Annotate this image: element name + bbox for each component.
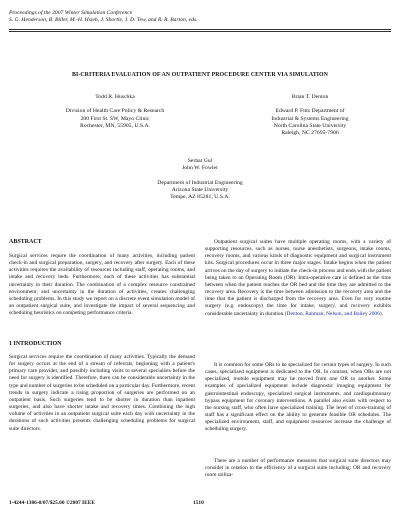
right-paragraph-1-text: Outpatient surgical suites have multiple operating rooms, with a variety of supporting resources, such as nurses, nurse anesthetists, surgeons, intake rooms, recovery rooms, and various kinds of diagnostic equipment and surgical instrument kits. Surgical procedures occur in three major stages. Intake begins when the patient arrives on the day of surgery to initiate the check-in process and ends with the patient being taken to an Operating Room (OR). Intra-operative care is defined as the time between when the patient reaches the OR bed and the time they are admitted to the recovery area. Recovery is the time between admission to the recovery area and the time that the patient is discharged from the recovery area. Even for very routine surgery (e.g. endoscopy) the time for intake, surgery, and recovery exhibits considerable uncertainty in duration xyxy=(205,239,391,317)
editors-line: S. G. Henderson, B. Biller, M.-H. Hsieh, J. Shortle, J. D. Tew, and R. R. Barton, eds. xyxy=(9,17,198,23)
page-number: 1510 xyxy=(193,500,204,506)
abstract-heading: ABSTRACT xyxy=(9,239,42,245)
proceedings-header xyxy=(9,10,197,24)
citation-link[interactable]: (Denton, Rahman, Nelson, and Bailey 2006) xyxy=(284,310,382,317)
paper-title: BI-CRITERIA EVALUATION OF AN OUTPATIENT PROCEDURE CENTER VIA SIMULATION xyxy=(72,72,328,78)
proceedings-line: Proceedings of the 2007 Winter Simulation Conference xyxy=(9,10,133,16)
author-right-affiliation-line: Industrial & Systems Engineering xyxy=(271,115,349,122)
abstract-text: Surgical services require the coordination of many activities, including patient check-in and surgical preparation, surgery, and recovery after surgery. Each of these activities requires the availability of resources including staff, operating rooms, and intake and recovery beds. Furthermore, each of these activities has substantial uncertainty in their duration. The combination of a complex resource constrained environment, and uncertainty in the duration of activities, creates challenging scheduling problems. In this study we report on a discrete event simulation model of an outpatient surgical suite, and investigate the impact of several sequencing and scheduling heuristics on competing performance criteria. xyxy=(9,253,195,317)
introduction-heading: 1 INTRODUCTION xyxy=(9,341,62,347)
author-center-affiliation-line: Tempe, AZ 85281, U.S.A. xyxy=(170,194,230,201)
author-right-name: Brian T. Denton xyxy=(291,94,329,100)
header-rule-bottom xyxy=(9,31,391,32)
author-left-affiliation-line: Division of Health Care Policy & Research xyxy=(65,108,165,115)
author-center-name: John W. Fowler xyxy=(182,165,218,172)
author-right-affiliation-line: North Carolina State University xyxy=(273,122,347,129)
right-paragraph-1 xyxy=(205,239,391,318)
footer-isbn: 1-4244-1306-0/07/$25.00 ©2007 IEEE xyxy=(9,500,95,506)
author-right xyxy=(230,94,390,137)
header-rule-top xyxy=(9,29,391,30)
author-right-affiliation-line: Edward P. Fitts Department of xyxy=(275,108,345,115)
author-left xyxy=(40,94,190,130)
author-center-affiliation-line: Arizona State University xyxy=(171,186,229,193)
author-left-affiliation-line: 200 First St. SW, Mayo Clinic xyxy=(80,115,150,122)
right-paragraph-3: There are a number of performance measures that surgical suite directors may consider in relation to the efficiency of a surgical suite including: OR and recovery room utiliza- xyxy=(205,458,391,479)
author-center-affiliation-line: Department of Industrial Engineering xyxy=(157,179,243,186)
author-center xyxy=(120,158,280,201)
right-paragraph-2: It is common for some ORs to be specialized for certain types of surgery. In such cases, specialized equipment is dedicated to the OR. In contrast, when ORs are not specialized, mobile equipment may be moved from one OR to another. Some examples of specialized equipment include diagnostic imaging equipment for gastrointestinal endoscopy, specialized surgical instruments, and cardiopulmonary bypass equipment for coronary interventions. A parallel also exists with respect to the nursing staff, who often have specialized training. The level of cross-training of staff has a significant effect on the ability to generate feasible OR schedules. The specialized environment, staff, and equipment resources increase the challenge of scheduling surgery. xyxy=(205,362,391,433)
author-right-affiliation-line: Raleigh, NC 27695-7906 xyxy=(281,130,339,137)
author-left-name: Todd R. Huschka xyxy=(95,94,135,100)
right-paragraph-1-end: . xyxy=(381,310,384,317)
author-center-name: Serhat Gul xyxy=(187,158,213,164)
introduction-text: Surgical services require the coordination of many activities. Typically the demand for surgery occurs at the end of a stream of referrals, beginning with a patient's primary care provider, and possibly including visits to several specialists before the need for surgery is identified. Therefore, there can be considerable uncertainty in the type and number of surgeries to be scheduled on a particular day. Furthermore, recent trends in surgery indicate a rising proportion of surgeries are performed on an outpatient basis. Such surgeries tend to be shorter in duration than inpatient surgeries, and also have shorter intake and recovery times. Combining the high volume of activities in an outpatient surgical suite each day with uncertainty in the durations of such activities presents challenging scheduling problems for surgical suite directors. xyxy=(9,354,196,432)
author-left-affiliation-line: Rochester, MN, 55905, U.S.A. xyxy=(79,122,151,129)
